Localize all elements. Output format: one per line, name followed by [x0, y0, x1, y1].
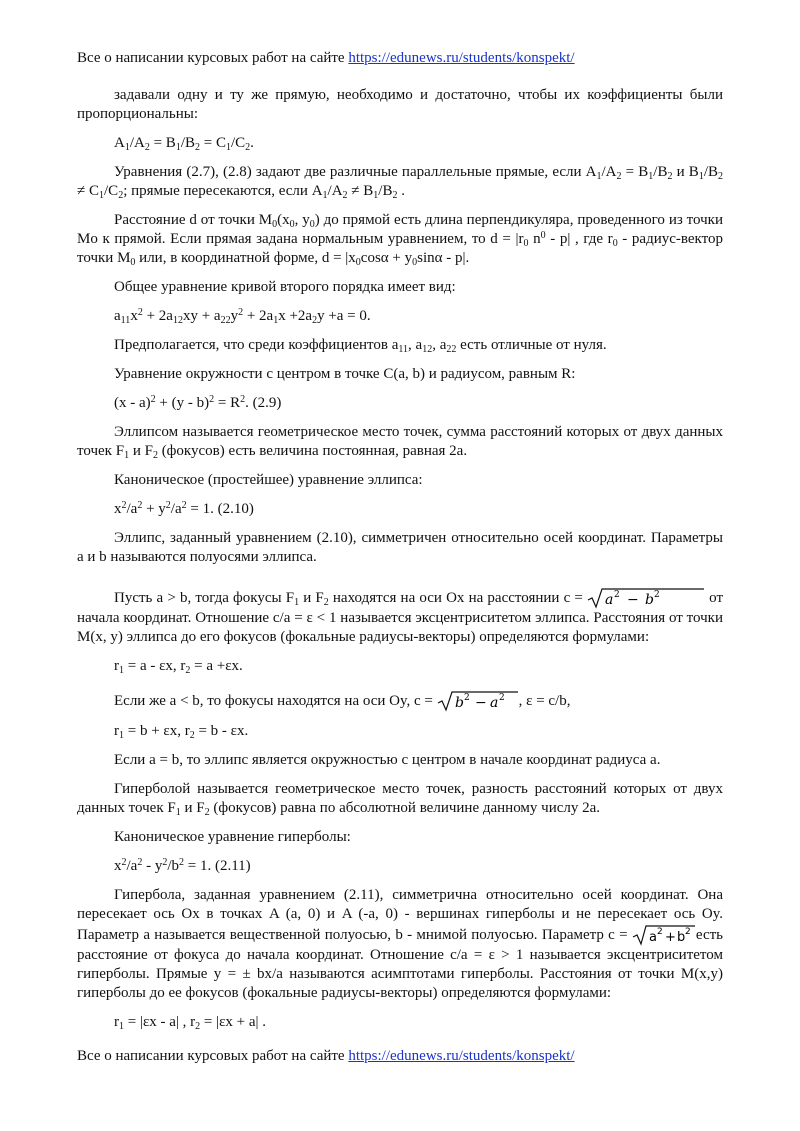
sqrt-a2-plus-b2-formula	[632, 924, 696, 946]
svg-text:a: a	[605, 592, 614, 608]
paragraph: Пусть a > b, тогда фокусы $F_1$ и $F_2$ находятся на оси Ox на расстоянии c = a 2 − b 2 от начала координат. Отношение c/a = ε < 1 называется эксцентриситетом эллипса. Расстояния от точки M(x, y) эллипса до его фокусов (фокальные радиусы-векторы) определяются формулами:	[77, 587, 723, 647]
header-text: Все о написании курсовых работ на сайте	[77, 50, 345, 66]
paragraph: Уравнение окружности с центром в точке С(a, b) и радиусом, равным R:	[114, 366, 576, 382]
sqrt-b2-minus-a2-formula	[437, 690, 519, 712]
svg-text:2: 2	[498, 693, 505, 703]
paragraph: Уравнения (2.7), (2.8) задают две различные параллельные прямые, если $A_1/A_2 = B_1/B_2$ и $B_1/B_2 \ne C_1/C_2$; прямые пересекаются, если $A_1/A_2 \ne B_1/B_2$ .	[77, 164, 723, 201]
svg-text:+: +	[664, 930, 676, 945]
paragraph: Гиперболой называется геометрическое место точек, разность расстояний которых от двух данных точек $F_1$ и $F_2$ (фокусов) равна по абсолютной величине данному числу 2a.	[77, 781, 723, 818]
formula-hyperbola: $x^2/a^2 - y^2/b^2 = 1$. (2.11)	[114, 857, 251, 874]
paragraph: Эллипсом называется геометрическое место точек, сумма расстояний которых от двух данных точек $F_1$ и $F_2$ (фокусов) есть величина постоянная, равная 2a.	[77, 424, 723, 461]
paragraph: Если же a < b, то фокусы находятся на оси Oy, c = b 2 − a 2 , ε = c/b,	[77, 690, 723, 712]
page-header	[77, 48, 575, 68]
svg-text:b: b	[676, 930, 686, 945]
formula-ellipse: $x^2/a^2 + y^2/a^2 = 1$. (2.10)	[114, 500, 254, 517]
svg-text:2: 2	[463, 693, 470, 703]
svg-text:b: b	[454, 695, 464, 711]
footer-text: Все о написании курсовых работ на сайте	[77, 1048, 345, 1064]
paragraph: Общее уравнение кривой второго порядка имеет вид:	[114, 279, 456, 295]
paragraph: Предполагается, что среди коэффициентов $a_{11}$, $a_{12}$, $a_{22}$ есть отличные от нуля.	[114, 337, 607, 355]
formula-proportional: $A_1/A_2 = B_1/B_2 = C_1/C_2$.	[114, 135, 254, 153]
svg-text:2: 2	[614, 590, 620, 600]
paragraph: Гипербола, заданная уравнением (2.11), симметрична относительно осей координат. Она пересекает ось Ox в точках A (a, 0) и A (-a, 0) - вершинах гиперболы и не пересекает ось Oy. Параметр a называется вещественной полуосью, b - мнимой полуосью. Параметр c = a 2 + b 2 есть расстояние от фокуса до начала координат. Отношение c/a = ε > 1 называется эксцентриситетом гиперболы. Прямые y = ± bx/a называются асимптотами гиперболы. Расстояния от точки M(x,y) гиперболы до ее фокусов (фокальные радиусы-векторы) определяются формулами:	[77, 887, 723, 1001]
paragraph: задавали одну и ту же прямую, необходимо и достаточно, чтобы их коэффициенты были пропорциональны:	[77, 87, 723, 122]
footer-link[interactable]: https://edunews.ru/students/konspekt/	[348, 1048, 575, 1064]
svg-text:a: a	[648, 930, 657, 945]
header-link[interactable]: https://edunews.ru/students/konspekt/	[348, 50, 575, 66]
svg-text:a: a	[489, 695, 498, 711]
svg-text:−: −	[474, 695, 487, 711]
formula-ellipse-radii-b: $r_1 = b + \varepsilon x$, $r_2 = b - \varepsilon x$.	[114, 723, 249, 741]
svg-text:b: b	[645, 592, 654, 608]
paragraph: Расстояние d от точки $M_0(x_0$, $y_0$) до прямой есть длина перпендикуляра, проведенного из точки Mo к прямой. Если прямая задана нормальным уравнением, то $d = |r_0$ $n^0 - p|$ , где $r_0$ - радиус-вектор точки $M_0$ или, в координатной форме, $d = |x_0\cos\alpha + y_0\sin\alpha - p|$.	[77, 212, 723, 268]
sqrt-a2-minus-b2-formula	[587, 587, 705, 609]
document-body	[77, 86, 723, 1042]
svg-text:−: −	[627, 592, 639, 608]
formula-ellipse-radii: $r_1 = a - \varepsilon x$, $r_2 = a +\varepsilon x$.	[114, 658, 243, 676]
formula-circle: $(x - a)^2 + (y - b)^2 = R^2$. (2.9)	[114, 394, 282, 411]
paragraph: Если a = b, то эллипс является окружностью с центром в начале координат радиуса a.	[114, 752, 661, 768]
svg-text:2: 2	[654, 590, 660, 600]
formula-second-order: $a_{11}x^2 + 2a_{12}xy + a_{22}y^2 + 2a_1x +2a_2y +a = 0$.	[114, 307, 371, 326]
svg-text:2: 2	[656, 927, 663, 937]
formula-hyperbola-radii: $r_1 = |\varepsilon x - a|$ , $r_2 = |\varepsilon x + a|$ .	[114, 1014, 267, 1032]
paragraph: Каноническое (простейшее) уравнение эллипса:	[114, 472, 423, 488]
paragraph: Каноническое уравнение гиперболы:	[114, 829, 351, 845]
page-footer	[77, 1046, 575, 1066]
paragraph: Эллипс, заданный уравнением (2.10), симметричен относительно осей координат. Параметры a и b называются полуосями эллипса.	[77, 530, 723, 565]
svg-text:2: 2	[684, 927, 691, 937]
